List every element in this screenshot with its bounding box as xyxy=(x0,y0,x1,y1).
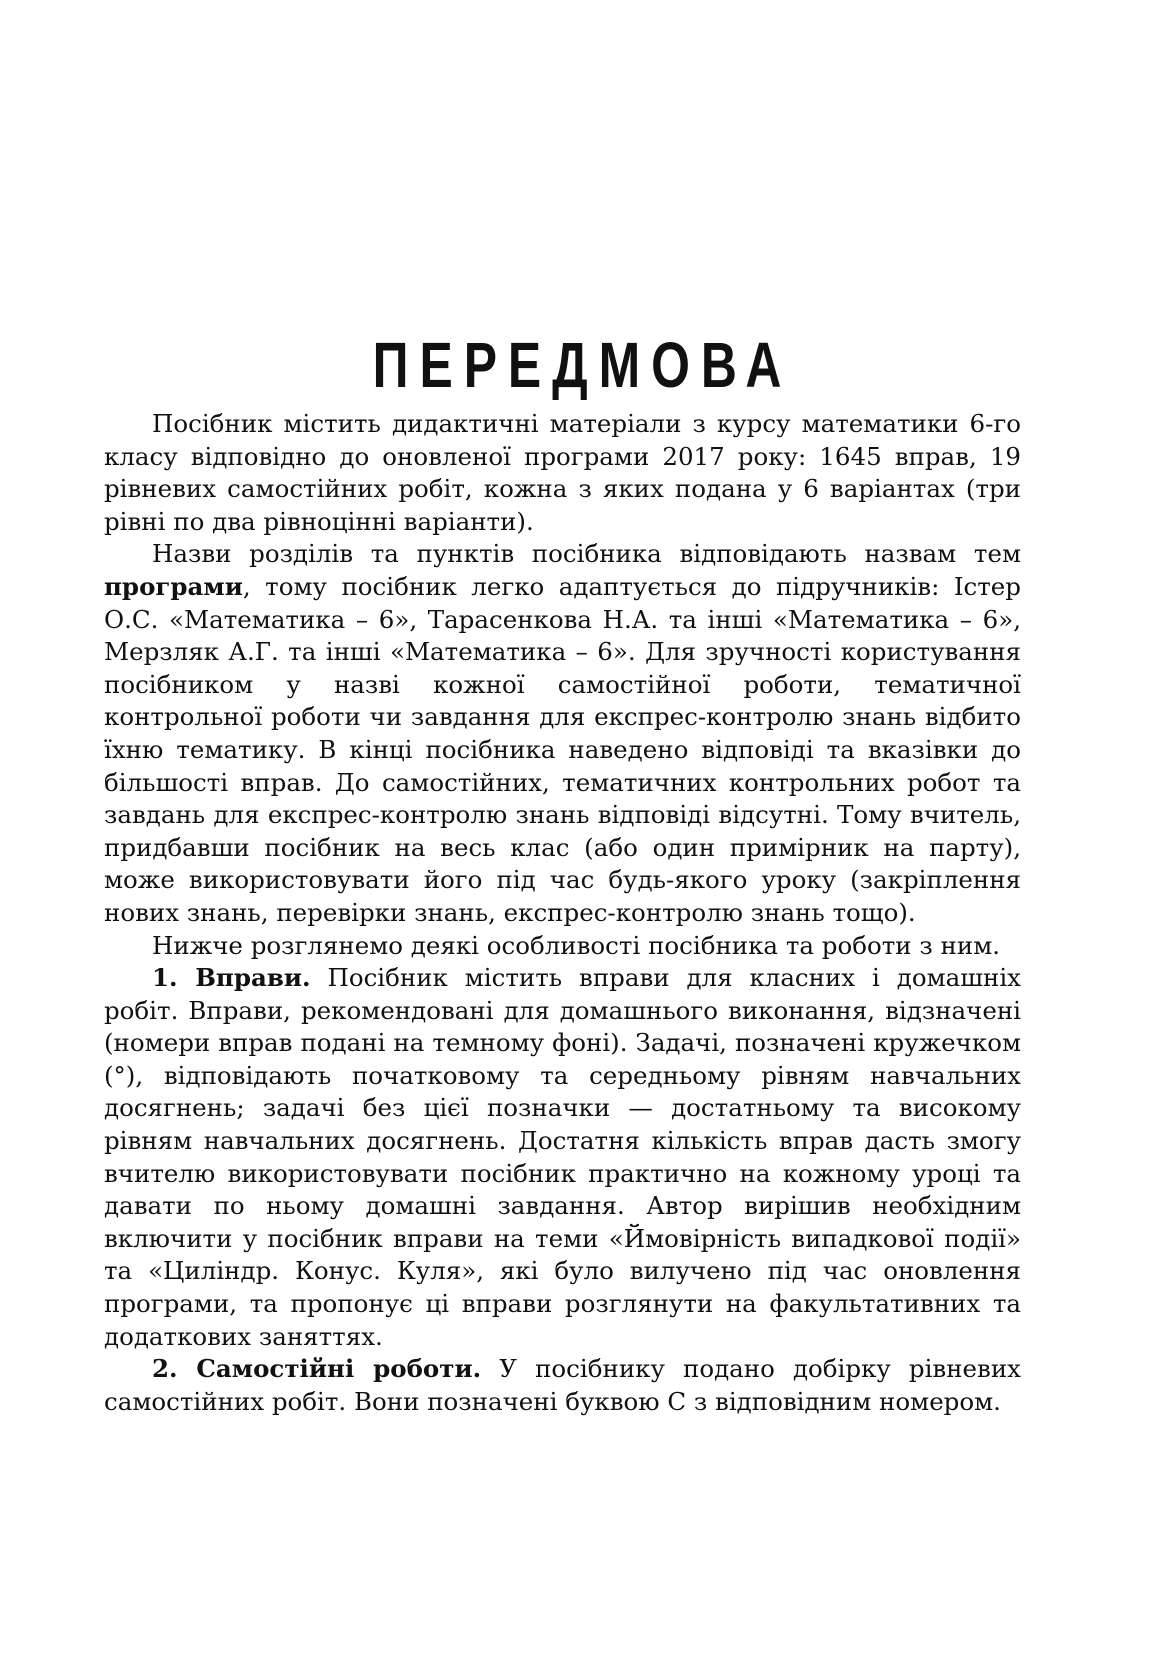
paragraph-exercises xyxy=(104,962,1021,1353)
paragraph-program xyxy=(104,538,1021,929)
paragraph-independent-works xyxy=(104,1353,1021,1418)
paragraph-intro: Посібник містить дидактичні матеріали з курсу математики 6-го класу відповідно до оновленої програми 2017 року: 1645 вправ, 19 рівневих самостійних робіт, кожна з яких подана у 6 варіантах (три рівні по два рівноцінні варіанти). xyxy=(104,409,1021,536)
independent-works-heading: 2. Самостійні роботи. xyxy=(152,1354,482,1384)
paragraph-program-lead: Назви розділів та пунктів посібника відповідають назвам тем xyxy=(152,539,1021,569)
paragraph-features-intro: Нижче розглянемо деякі особливості посібника та роботи з ним. xyxy=(152,930,1001,960)
exercises-heading: 1. Вправи. xyxy=(152,963,311,993)
exercises-text: Посібник містить вправи для класних і домашніх робіт. Вправи, рекомендовані для домашнього виконання, відзначені (номери вправ подані на темному фоні). Задачі, позначені кружечком (°), відповідають початковому та середньому рівням навчальних досягнень; задачі без цієї позначки — достатньому та високому рівням навчальних досягнень. Достатня кількість вправ дасть змогу вчителю використовувати посібник практично на кожному уроці та давати по ньому домашні завдання. Автор вирішив необхідним включити у посібник вправи на теми «Ймовірність випадкової події» та «Циліндр. Конус. Куля», які було вилучено під час оновлення програми, та пропонує ці вправи розглянути на факультативних та додаткових заняттях. xyxy=(104,963,1021,1351)
page-title: ПЕРЕДМОВА xyxy=(372,329,793,401)
preface-body xyxy=(104,408,1021,1418)
paragraph-program-bold: програми xyxy=(104,571,243,601)
paragraph-program-text: , тому посібник легко адаптується до підручників: Істер О.С. «Математика – 6», Тарасенкова Н.А. та інші «Математика – 6», Мерзляк А.Г. та інші «Математика – 6». Для зручності користування посібником у назві кожної самостійної роботи, тематичної контрольної роботи чи завдання для експрес-контролю знань відбито їхню тематику. В кінці посібника наведено відповіді та вказівки до більшості вправ. До самостійних, тематичних контрольних робот та завдань для експрес-контролю знань відповіді відсутні. Тому вчитель, придбавши посібник на весь клас (або один примірник на парту), може використовувати його під час будь-якого уроку (закріплення нових знань, перевірки знань, експрес-контролю знань тощо). xyxy=(104,571,1021,927)
independent-works-text: У посібнику подано добірку рівневих самостійних робіт. Вони позначені буквою С з відповідним номером. xyxy=(104,1354,1021,1416)
